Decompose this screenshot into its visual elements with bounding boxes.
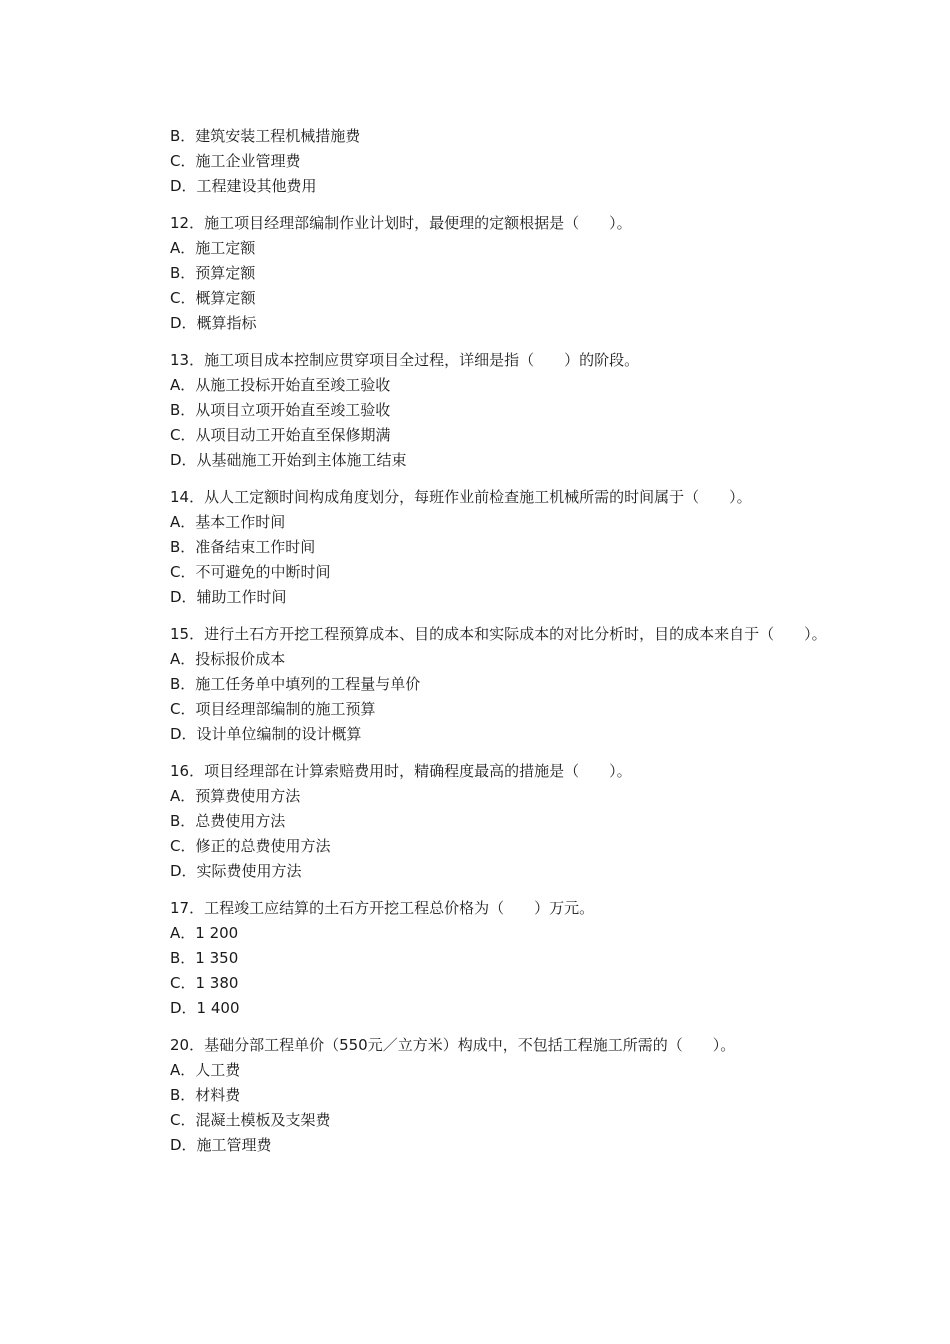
- question-20: [137, 1033, 827, 1158]
- question-stem: 14．从人工定额时间构成角度划分，每班作业前检查施工机械所需的时间属于（ ）。: [170, 488, 752, 506]
- option-d: D．施工管理费: [170, 1136, 272, 1154]
- option-b: B．总费使用方法: [170, 812, 286, 830]
- option-c: C．施工企业管理费: [170, 152, 301, 170]
- question-14: [137, 485, 827, 610]
- option-a: A．1 200: [170, 924, 239, 942]
- option-d: D．从基础施工开始到主体施工结束: [170, 451, 407, 469]
- option-c: C．概算定额: [170, 289, 256, 307]
- continued-options: [137, 124, 827, 199]
- option-c: C．不可避免的中断时间: [170, 563, 331, 581]
- option-b: B．施工任务单中填列的工程量与单价: [170, 675, 421, 693]
- option-d: D．1 400: [170, 999, 240, 1017]
- question-16: [137, 759, 827, 884]
- question-13: [137, 348, 827, 473]
- question-stem: 20．基础分部工程单价（550元／立方米）构成中，不包括工程施工所需的（ ）。: [170, 1036, 736, 1054]
- option-b: B．预算定额: [170, 264, 256, 282]
- option-b: B．从项目立项开始直至竣工验收: [170, 401, 391, 419]
- option-d: D．实际费使用方法: [170, 862, 302, 880]
- option-a: A．预算费使用方法: [170, 787, 301, 805]
- question-17: [137, 896, 827, 1021]
- option-c: C．从项目动工开始直至保修期满: [170, 426, 391, 444]
- option-a: A．投标报价成本: [170, 650, 286, 668]
- option-a: A．基本工作时间: [170, 513, 286, 531]
- question-stem: 17．工程竣工应结算的土石方开挖工程总价格为（ ）万元。: [170, 899, 595, 917]
- question-12: [137, 211, 827, 336]
- option-b: B．1 350: [170, 949, 239, 967]
- option-b: B．建筑安装工程机械措施费: [170, 127, 361, 145]
- option-d: D．辅助工作时间: [170, 588, 287, 606]
- option-c: C．混凝土模板及支架费: [170, 1111, 331, 1129]
- question-stem: 16．项目经理部在计算索赔费用时，精确程度最高的措施是（ ）。: [170, 762, 632, 780]
- option-d: D．概算指标: [170, 314, 257, 332]
- option-d: D．设计单位编制的设计概算: [170, 725, 362, 743]
- option-a: A．施工定额: [170, 239, 256, 257]
- option-d: D．工程建设其他费用: [170, 177, 317, 195]
- question-stem: 12．施工项目经理部编制作业计划时，最便理的定额根据是（ ）。: [170, 214, 632, 232]
- question-stem: 13．施工项目成本控制应贯穿项目全过程，详细是指（ ）的阶段。: [170, 351, 640, 369]
- option-a: A．从施工投标开始直至竣工验收: [170, 376, 391, 394]
- option-c: C．1 380: [170, 974, 239, 992]
- option-b: B．准备结束工作时间: [170, 538, 316, 556]
- option-a: A．人工费: [170, 1061, 241, 1079]
- option-c: C．修正的总费使用方法: [170, 837, 331, 855]
- question-15: [137, 622, 827, 747]
- option-b: B．材料费: [170, 1086, 241, 1104]
- question-stem: 15．进行土石方开挖工程预算成本、目的成本和实际成本的对比分析时，目的成本来自于（ ）。: [170, 625, 827, 643]
- option-c: C．项目经理部编制的施工预算: [170, 700, 376, 718]
- question-list: [137, 124, 827, 1158]
